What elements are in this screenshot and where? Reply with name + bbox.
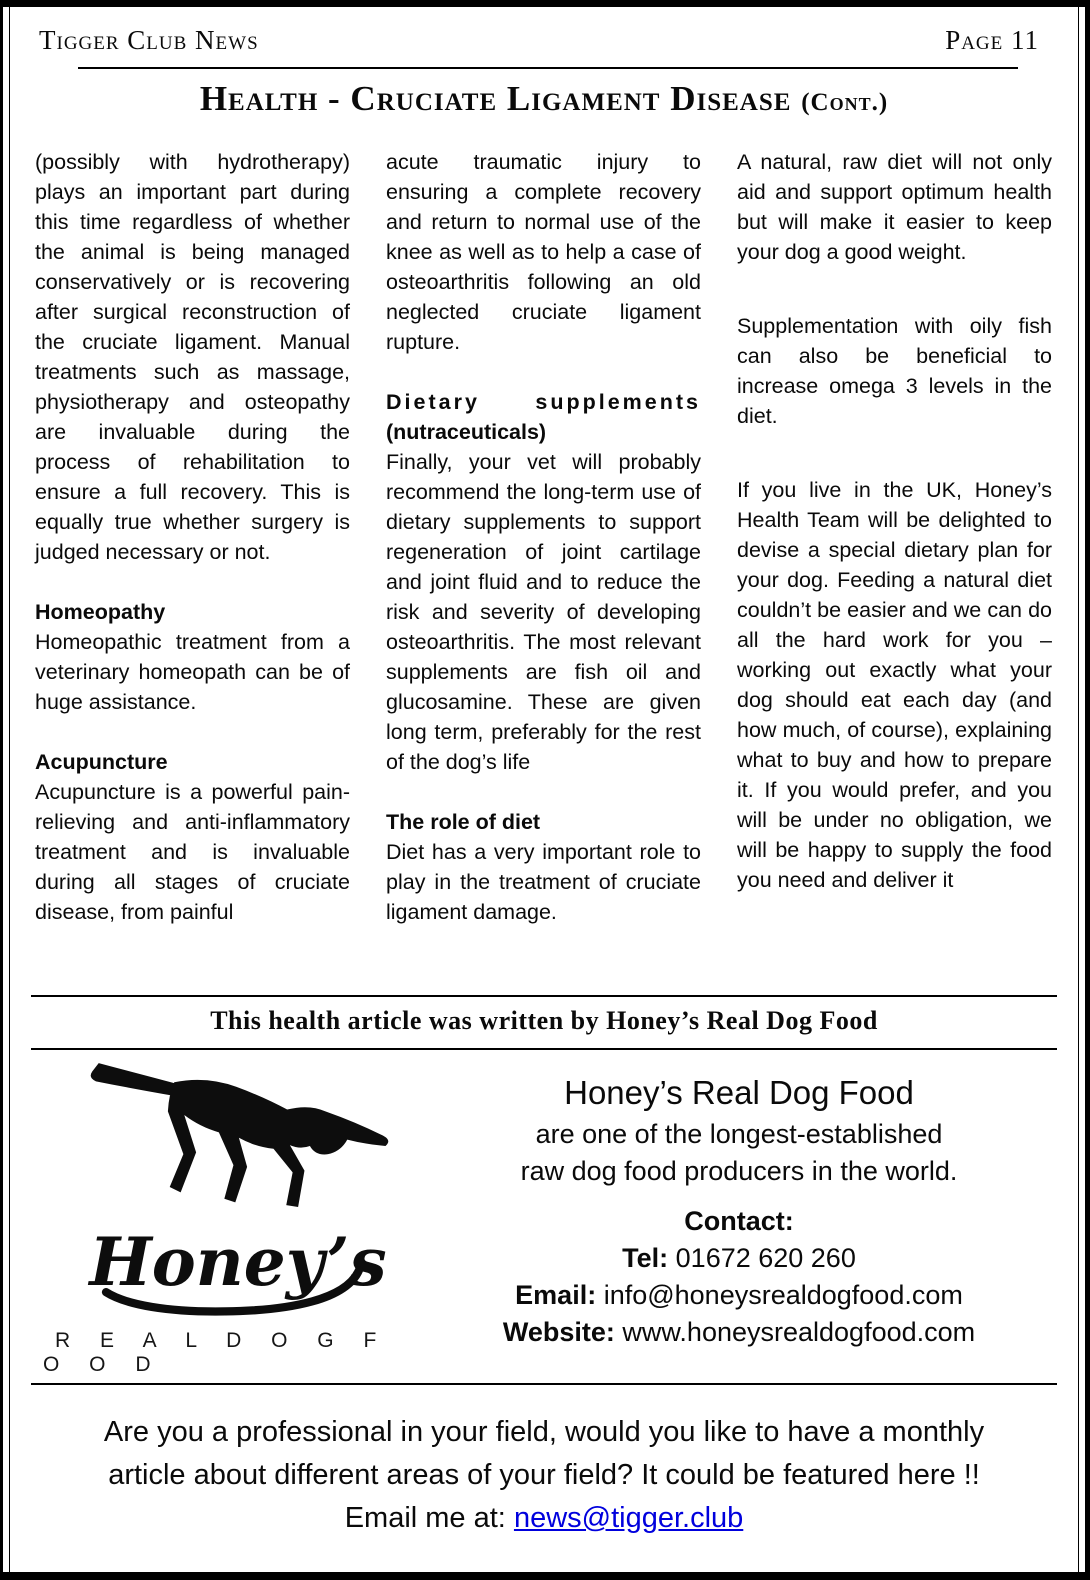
email-label: Email:	[515, 1280, 597, 1310]
article-title	[3, 79, 1085, 119]
sponsor-section	[43, 1063, 1045, 1376]
footer-line2: article about different areas of your field? It could be featured here !!	[108, 1459, 980, 1491]
column-3	[737, 147, 1052, 957]
heading-acupuncture: Acupuncture	[35, 750, 168, 774]
footer-cta	[31, 1383, 1057, 1540]
paragraph: Finally, your vet will probably recommend the long-term use of dietary supplements to support regeneration of joint cartilage and joint fluid and to reduce the risk and severity of developing osteoarthritis. The most relevant supplements are fish oil and glucosamine. These are given long term, preferably for the rest of the dog’s life	[386, 450, 701, 774]
paragraph: Supplementation with oily fish can also be beneficial to increase omega 3 levels in the diet.	[737, 314, 1052, 428]
masthead-rule	[78, 67, 1018, 69]
logo-script-text: Honey’s	[89, 1222, 387, 1301]
article-columns	[35, 147, 1052, 957]
sponsor-info	[433, 1070, 1045, 1351]
contact-tel	[433, 1240, 1045, 1277]
page-number: Page 11	[945, 25, 1039, 55]
contact-label: Contact:	[684, 1206, 794, 1236]
dog-silhouette-icon	[83, 1044, 393, 1217]
contact-email	[433, 1277, 1045, 1314]
logo-tagline: R E A L D O G F O O D	[43, 1329, 389, 1376]
paragraph: acute traumatic injury to ensuring a complete recovery and return to normal use of the knee as well as to help a case of osteoarthritis following an old neglected cruciate ligament rupture.	[386, 150, 701, 354]
contact-website	[433, 1314, 1045, 1351]
website-label: Website:	[502, 1317, 615, 1347]
attribution-text: This health article was written by Honey’s Real Dog Food	[210, 1006, 878, 1035]
paragraph: Homeopathic treatment from a veterinary homeopath can be of huge assistance.	[35, 630, 350, 714]
newsletter-title: Tigger Club News	[39, 25, 259, 55]
inner-frame-line-left	[9, 7, 10, 1572]
inner-frame-line-right	[1078, 7, 1079, 1572]
masthead	[39, 25, 1039, 56]
footer-email-link[interactable]: news@tigger.club	[513, 1502, 744, 1534]
heading-dietary-supplements: Dietary supplements	[386, 390, 701, 414]
email-value: info@honeysrealdogfood.com	[603, 1280, 963, 1310]
column-1	[35, 147, 350, 957]
tel-value: 01672 620 260	[675, 1243, 856, 1273]
article-title-suffix: (Cont.)	[801, 89, 889, 116]
heading-role-of-diet: The role of diet	[386, 810, 541, 834]
heading-nutraceuticals: (nutraceuticals)	[386, 420, 547, 444]
footer-email-prompt: Email me at:	[344, 1502, 506, 1534]
website-value: www.honeysrealdogfood.com	[622, 1317, 976, 1347]
paragraph: (possibly with hydrotherapy) plays an important part during this time regardless of whether the animal is being managed conservatively or is recovering after surgical reconstruction of the cruciate ligament. Manual treatments such as massage, physiotherapy and osteopathy are invaluable during the process of rehabilitation to ensure a full recovery. This is equally true whether surgery is judged necessary or not.	[35, 150, 350, 564]
heading-homeopathy: Homeopathy	[35, 600, 166, 624]
logo-script	[73, 1217, 403, 1327]
paragraph: Diet has a very important role to play in the treatment of cruciate ligament damage.	[386, 840, 701, 924]
paragraph: A natural, raw diet will not only aid and support optimum health but will make it easier to keep your dog a good weight.	[737, 150, 1052, 264]
attribution-band	[31, 995, 1057, 1050]
footer-line1: Are you a professional in your field, would you like to have a monthly	[103, 1416, 985, 1448]
sponsor-desc-line1: are one of the longest-established	[535, 1119, 943, 1149]
tel-label: Tel:	[622, 1243, 669, 1273]
footer-line3	[31, 1497, 1057, 1540]
article-title-text: Health - Cruciate Ligament Disease	[199, 79, 792, 118]
sponsor-name: Honey’s Real Dog Food	[564, 1074, 914, 1111]
paragraph: Acupuncture is a powerful pain-relieving and anti-inflammatory treatment and is invaluable during all stages of cruciate disease, from painful	[35, 780, 350, 924]
column-2	[386, 147, 701, 957]
paragraph: If you live in the UK, Honey’s Health Team will be delighted to devise a special dietary plan for your dog. Feeding a natural diet couldn’t be easier and we can do all the hard work for you – working out exactly what your dog should eat each day (and how much, of course), explaining what to buy and how to prepare it. If you would prefer, and you will be under no obligation, we will be happy to supply the food you need and deliver it	[737, 478, 1052, 892]
honeys-logo	[43, 1044, 433, 1377]
sponsor-desc-line2: raw dog food producers in the world.	[520, 1156, 958, 1186]
